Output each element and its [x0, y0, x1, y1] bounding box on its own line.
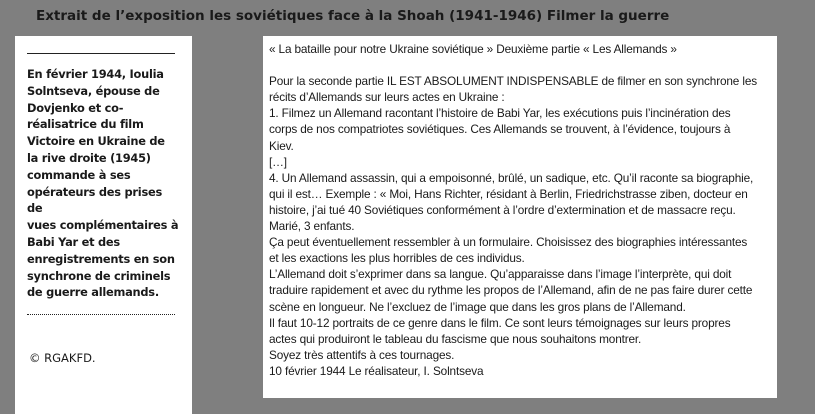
document-line: traduire rapidement et avec du rythme les propos de l’Allemand, afin de ne pas faire durer cette — [269, 283, 753, 298]
document-line: L’Allemand doit s’exprimer dans sa langue. Qu’apparaisse dans l’image l’interprète, qui doit — [269, 267, 732, 282]
top-divider — [27, 53, 175, 54]
document-line: 4. Un Allemand assassin, qui a empoisonné, brûlé, un sadique, etc. Qu’il raconte sa biographie, — [269, 170, 754, 185]
image-credit: © RGAKFD. — [29, 351, 96, 365]
document-transcript-panel — [263, 36, 777, 398]
document-line: Kiev. — [269, 138, 294, 153]
document-line: 1. Filmez un Allemand racontant l’histoire de Babi Yar, les exécutions puis l’incinération des — [269, 106, 731, 121]
document-line: actes qui produiront le tableau du fascisme que nous souhaitons montrer. — [269, 331, 642, 346]
page-header-title: Extrait de l’exposition les soviétiques face à la Shoah (1941-1946) Filmer la guerre — [36, 8, 670, 24]
document-line: Pour la seconde partie IL EST ABSOLUMENT INDISPENSABLE de filmer en son synchrone les — [269, 74, 757, 89]
sidebar-caption-panel — [15, 36, 192, 414]
document-line: « La bataille pour notre Ukraine soviétique » Deuxième partie « Les Allemands » — [269, 42, 677, 56]
document-line: Soyez très attentifs à ces tournages. — [269, 347, 455, 362]
document-line: corps de nos compatriotes soviétiques. Ces Allemands se trouvent, à l’évidence, toujours à — [269, 122, 731, 137]
document-line — [269, 57, 771, 73]
document-line: Marié, 3 enfants. — [269, 219, 355, 234]
document-line: Ça peut éventuellement ressembler à un formulaire. Choisissez des biographies intéressantes — [269, 235, 748, 250]
document-line: et les exactions les plus horribles de ces individus. — [269, 251, 525, 266]
document-text — [269, 41, 771, 379]
document-line: qui il est… Exemple : « Moi, Hans Richter, résidant à Berlin, Friedrichstrasse ziben, docteur en — [269, 186, 748, 201]
document-line: scène en longueur. Ne l’excluez de l’image que dans les gros plans de l’Allemand. — [269, 299, 686, 314]
document-line: […] — [269, 154, 287, 169]
photo-caption: En février 1944, Ioulia Solntseva, épouse de Dovjenko et co- réalisatrice du film Victoire en Ukraine de la rive droite (1945) commande à ses opérateurs des prises de vues complémentaires à Babi Yar et des enregistrements en son synchrone de criminels de guerre allemands. — [27, 67, 179, 300]
document-line: 10 février 1944 Le réalisateur, I. Solntseva — [269, 363, 484, 378]
dotted-divider — [27, 314, 175, 315]
document-line: histoire, j’ai tué 40 Soviétiques conformément à l’ordre d’extermination et de massacre reçu. — [269, 202, 736, 217]
document-line: Il faut 10-12 portraits de ce genre dans le film. Ce sont leurs témoignages sur leurs propres — [269, 315, 731, 330]
document-line: récits d’Allemands sur leurs actes en Ukraine : — [269, 90, 505, 105]
